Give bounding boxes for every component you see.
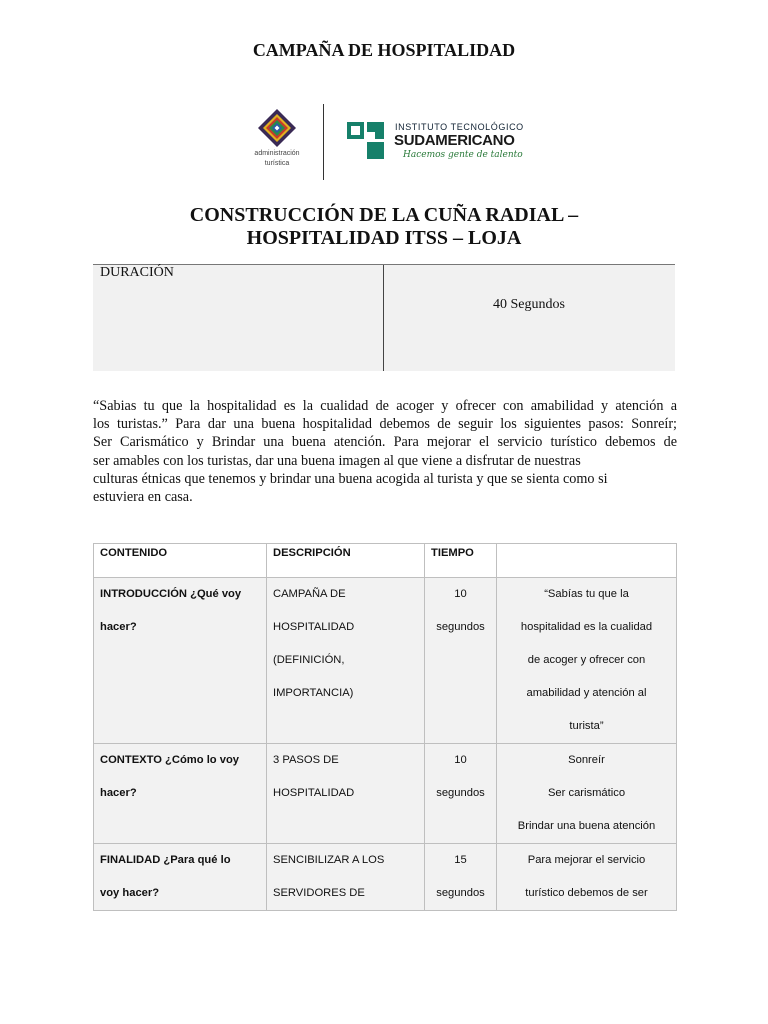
itss-emblem-icon xyxy=(347,120,387,162)
cell-contenido xyxy=(94,578,267,744)
cell-line: 15 xyxy=(454,854,467,866)
cell-line: SERVIDORES DE xyxy=(273,887,365,899)
cell-tiempo xyxy=(425,744,497,844)
cell-texto xyxy=(497,578,677,744)
main-heading-line2: HOSPITALIDAD ITSS – LOJA xyxy=(246,227,522,249)
cell-line: (DEFINICIÓN, xyxy=(273,654,345,666)
cell-texto xyxy=(497,744,677,844)
cell-line: segundos xyxy=(436,887,485,899)
cell-line: hacer? xyxy=(100,787,137,799)
duration-value: 40 Segundos xyxy=(493,297,565,312)
cell-line: segundos xyxy=(436,787,485,799)
content-table xyxy=(93,543,677,911)
cell-tiempo xyxy=(425,844,497,911)
itss-name-line1: INSTITUTO TECNOLÓGICO xyxy=(395,122,524,132)
cell-line: hospitalidad es la cualidad xyxy=(520,621,653,633)
cell-line: INTRODUCCIÓN ¿Qué voy xyxy=(100,588,242,600)
itss-logo xyxy=(347,120,547,162)
admin-caption-2: turística xyxy=(264,160,290,167)
table-row xyxy=(94,844,677,911)
paragraph-line: ser amables con los turistas, dar una buena imagen al que viene a disfrutar de nuestras xyxy=(93,452,581,469)
cell-line: segundos xyxy=(436,621,485,633)
cell-tiempo xyxy=(425,578,497,744)
paragraph-line: culturas étnicas que tenemos y brindar una buena acogida al turista y que se sienta como si xyxy=(93,470,608,487)
main-heading-line1: CONSTRUCCIÓN DE LA CUÑA RADIAL – xyxy=(189,204,579,226)
cell-line: Sonreír xyxy=(568,754,605,766)
main-heading xyxy=(0,204,768,250)
header-contenido: CONTENIDO xyxy=(94,544,267,578)
itss-name-line2: SUDAMERICANO xyxy=(394,132,515,149)
duration-label-cell xyxy=(93,265,384,371)
cell-line: Para mejorar el servicio xyxy=(527,854,646,866)
cell-line: Ser carismático xyxy=(547,787,626,799)
cell-line: 3 PASOS DE xyxy=(273,754,339,766)
cell-texto xyxy=(497,844,677,911)
admin-turistica-logo xyxy=(246,108,308,168)
logos-banner xyxy=(0,104,768,180)
cell-line: turístico debemos de ser xyxy=(525,887,648,899)
duration-label: DURACIÓN xyxy=(100,265,174,280)
duration-table xyxy=(93,264,675,371)
header-texto xyxy=(497,544,677,578)
header-descripcion: DESCRIPCIÓN xyxy=(267,544,425,578)
cell-line: 10 xyxy=(454,754,467,766)
table-header-row xyxy=(94,544,677,578)
cell-line: SENCIBILIZAR A LOS xyxy=(273,854,385,866)
cell-descripcion xyxy=(267,744,425,844)
cell-line: HOSPITALIDAD xyxy=(273,621,355,633)
cell-line: CAMPAÑA DE xyxy=(273,588,346,600)
admin-caption-1: administración xyxy=(254,150,300,157)
cell-line: FINALIDAD ¿Para qué lo xyxy=(100,854,231,866)
cell-line: de acoger y ofrecer con xyxy=(527,654,646,666)
table-row xyxy=(94,744,677,844)
table-row xyxy=(94,578,677,744)
paragraph-line: Ser Carismático y Brindar una buena atención. Para mejorar el servicio turístico debemos de xyxy=(93,434,677,451)
cell-line: Brindar una buena atención xyxy=(517,820,656,832)
page-title: CAMPAÑA DE HOSPITALIDAD xyxy=(252,40,516,60)
cell-descripcion xyxy=(267,578,425,744)
cell-line: turista” xyxy=(569,720,604,732)
cell-line: voy hacer? xyxy=(100,887,160,899)
cell-line: 10 xyxy=(454,588,467,600)
cell-contenido xyxy=(94,844,267,911)
paragraph-line: “Sabias tu que la hospitalidad es la cualidad de acoger y ofrecer con amabilidad y atención a xyxy=(93,398,677,414)
cell-line: hacer? xyxy=(100,621,137,633)
cell-line: HOSPITALIDAD xyxy=(273,787,355,799)
logo-divider xyxy=(323,104,324,180)
cell-contenido xyxy=(94,744,267,844)
cell-line: amabilidad y atención al xyxy=(526,687,647,699)
intro-paragraph xyxy=(93,397,677,506)
header-tiempo: TIEMPO xyxy=(425,544,497,578)
cell-line: CONTEXTO ¿Cómo lo voy xyxy=(100,754,240,766)
itss-tagline: Hacemos gente de talento xyxy=(403,150,523,160)
paragraph-line: estuviera en casa. xyxy=(93,489,193,506)
cell-line: IMPORTANCIA) xyxy=(273,687,354,699)
cell-descripcion xyxy=(267,844,425,911)
admin-turistica-emblem-icon xyxy=(257,108,297,148)
cell-line: “Sabías tu que la xyxy=(544,588,629,600)
paragraph-line: los turistas.” Para dar una buena hospitalidad debemos de seguir los siguientes pasos: Sonreír; xyxy=(93,416,677,433)
